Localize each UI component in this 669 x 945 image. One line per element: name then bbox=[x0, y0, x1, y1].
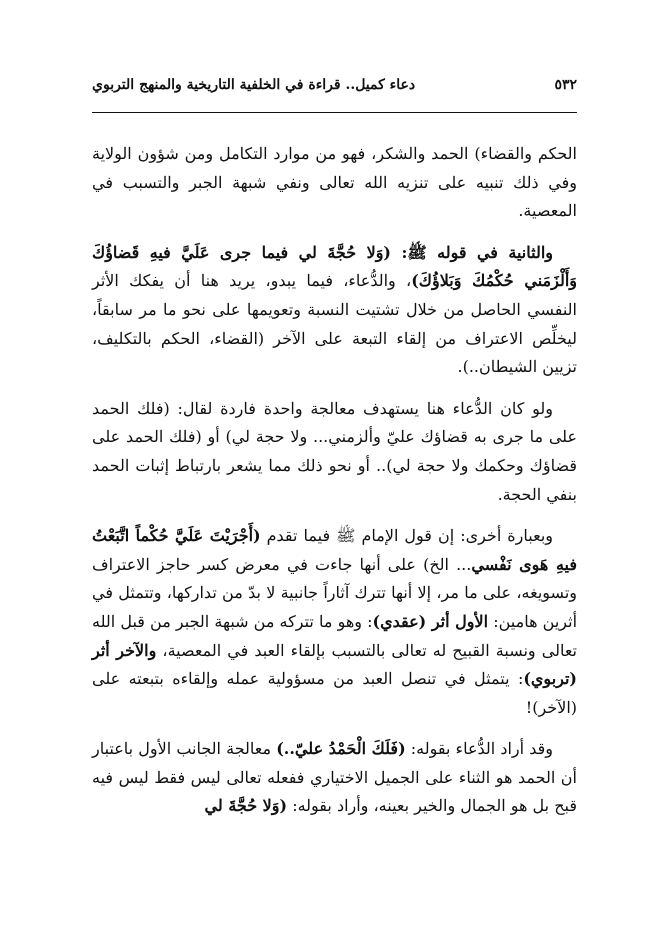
text-segment: وبعبارة أخرى: إن قول الإمام ﷺ فيما تقدم bbox=[260, 526, 554, 546]
running-title: دعاء كميل.. قراءة في الخلفية التاريخية والمنهج التربوي bbox=[92, 77, 416, 93]
bold-text-segment: (وَلا حُجَّةَ لي فيما جرى عَلَيَّ فيهِ قَضاؤُكَ وَأَلْزَمَني حُكْمُكَ وَبَلاؤُكَ) bbox=[92, 242, 578, 291]
bold-text-segment: والثانية في قوله ﷺ: bbox=[391, 242, 554, 262]
text-segment: : وهو ما تتركه من شبهة الجبر من قبل الله تعالى ونسبة القبيح له تعالى بالتسبب بإلقاء العبد في المعصية، bbox=[92, 611, 578, 660]
text-segment: معالجة الجانب الأول باعتبار أن الحمد هو الثناء على الجميل الاختياري ففعله تعالى ليس فقط ليس فيه قبح بل هو الجمال والخير بعينه، وأراد بقوله: bbox=[92, 739, 577, 816]
page-number: ٥٣٢ bbox=[554, 77, 577, 93]
paragraph bbox=[92, 735, 577, 821]
paragraph bbox=[92, 522, 577, 722]
paragraph bbox=[92, 395, 577, 509]
paragraph bbox=[92, 140, 577, 226]
text-segment: ... الخ) على أنها جاءت في معرض كسر حاجز الاعتراف وتسويغه، على ما مر، إلا أنها تترك آثاراً جانبية لا بدّ من تداركها، وتتمثل في أثرين هامين: bbox=[92, 554, 578, 631]
bold-text-segment: الأول أثر (عقدي) bbox=[372, 611, 489, 631]
paragraph bbox=[92, 239, 577, 382]
text-segment: الحكم والقضاء) الحمد والشكر، فهو من موارد التكامل ومن شؤون الولاية وفي ذلك تنبيه على تنزيه الله تعالى ونفي شبهة الجبر والتسبب في المعصية. bbox=[92, 144, 577, 221]
running-header bbox=[92, 72, 577, 98]
text-segment: : يتمثل في تنصل العبد من مسؤولية عمله وإلقاءه بتبعته على (الآخر)! bbox=[92, 669, 577, 717]
text-segment: ، والدُّعاء، فيما يبدو، يريد هنا أن يفكك الأثر النفسي الحاصل من خلال تشتيت النسبة وتعويمها على نحو ما مر سابقاً، ليخلِّص الاعتراف من إلقاء التبعة على الآخر (القضاء، الحكم بالتكليف، تزيين الشيطان..). bbox=[92, 271, 577, 377]
text-segment: ولو كان الدُّعاء هنا يستهدف معالجة واحدة فاردة لقال: (فلك الحمد على ما جرى به قضاؤك عليّ وألزمني... ولا حجة لي) أو (فلك الحمد على قضاؤك وحكمك ولا حجة لي).. أو نحو ذلك مما يشعر بارتباط إثبات الحمد بنفي الحجة. bbox=[92, 398, 578, 504]
bold-text-segment: (أَجْرَيْتَ عَلَيَّ حُكْماً اتَّبَعْتُ فيهِ هَوى نَفْسي bbox=[92, 526, 578, 574]
bold-text-segment: (فَلَكَ الْحَمْدُ عليّ..) bbox=[276, 739, 406, 759]
bold-text-segment: (وَلا حُجَّةَ لي bbox=[204, 796, 288, 816]
bold-text-segment: والآخر أثر (تربوي) bbox=[92, 640, 577, 689]
header-rule bbox=[92, 112, 577, 113]
text-segment: وقد أراد الدُّعاء بقوله: bbox=[405, 739, 554, 759]
page-body bbox=[92, 140, 577, 834]
